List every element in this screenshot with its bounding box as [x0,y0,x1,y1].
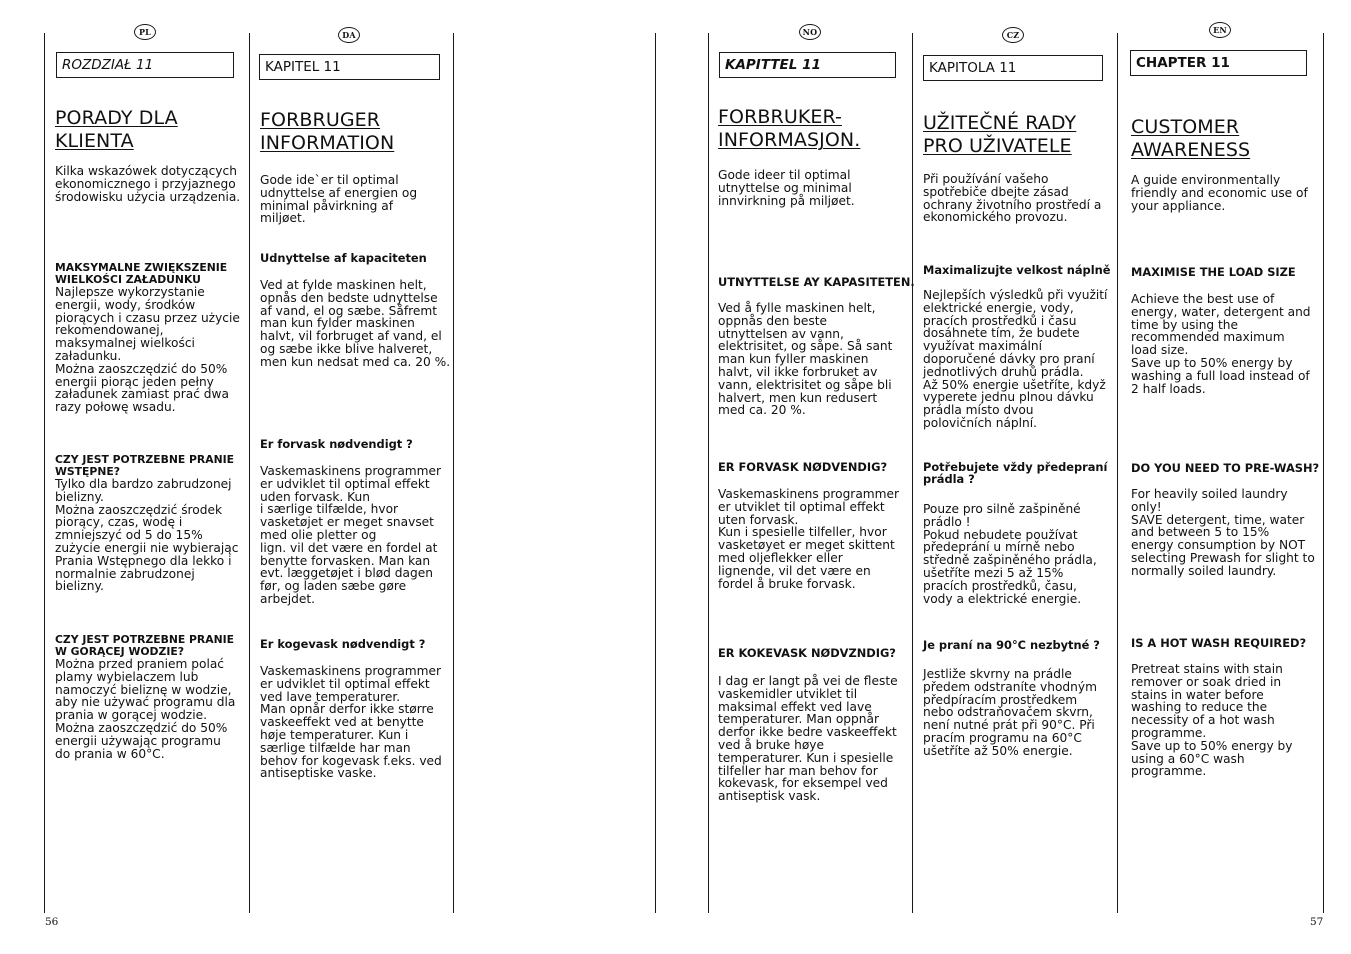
subheading-da-1: Udnyttelse af kapaciteten [260,251,427,265]
body-text-pl-1: Najlepsze wykorzystanie energii, wody, środków piorących i czasu przez użycie rekomendowanej, maksymalnej wielkości załadunku. Można zaoszczędzić do 50% energii piorąc jeden pełny załadunek zamiast prać dwa razy połowę wsadu. [55,285,240,415]
subheading-en-2: DO YOU NEED TO PRE-WASH? [1131,461,1320,475]
intro-text-da: Gode ide`er til optimal udnyttelse af energien og minimal påvirkning af miljøet. [260,173,418,226]
body-text-en-3: Pretreat stains with stain remover or soak dried in stains in water before washing to reduce the necessity of a hot wash programme. Save up to 50% energy by using a 60°C wash programme. [1131,662,1293,779]
body-text-cz-1: Nejlepších výsledků při využití elektrické energie, vody, pracích prostředků i času dosáhnete tím, že budete využívat maximální doporučené dávky pro praní jednotlivých druhů prádla. Až 50% energie ušetříte, když vyperete jednu plnou dávku prádla místo dvou polovičních náplní. [923,288,1108,430]
subheading-cz-1: Maximalizujte velkost náplně [923,263,1111,277]
chapter-label-no: KAPITTEL 11 [719,52,896,78]
section-title-pl: PORADY DLA KLIENTA [55,107,178,152]
intro-text-en: A guide environmentally friendly and economic use of your appliance. [1131,173,1308,213]
column-rule-3 [453,33,454,913]
body-text-pl-3: Można przed praniem polać plamy wybielaczem lub namoczyć bieliznę w wodzie, aby nie używać programu dla prania w gorącej wodzie. Można zaoszczędzić do 50% energii używając programu do prania w 60°C. [55,657,236,761]
intro-text-cz: Při používání vašeho spotřebiče dbejte zásad ochrany životního prostředí a ekonomického provozu. [923,172,1102,225]
chapter-label-pl: ROZDZIAŁ 11 [56,52,234,78]
chapter-label-cz: KAPITOLA 11 [923,55,1103,81]
section-title-da: FORBRUGER INFORMATION [260,109,395,154]
body-text-en-2: For heavily soiled laundry only! SAVE detergent, time, water and between 5 to 15% energy consumption by NOT selecting Prewash for slight to normally soiled laundry. [1131,487,1315,578]
column-rule-8 [1323,33,1324,913]
language-badge-da: DA [338,27,360,43]
subheading-pl-3: CZY JEST POTRZEBNE PRANIE W GORĄCEJ WODZIE? [55,633,235,658]
body-text-da-3: Vaskemaskinens programmer er udviklet til optimal effekt ved lave temperaturer. Man opnår derfor ikke større vaskeeffekt ved at benytte høje temperaturer. Kun i særlige tilfælde har man behov for kogevask f.eks. ved antiseptiske vaske. [260,664,442,781]
intro-text-no: Gode ideer til optimal utnyttelse og minimal innvirkning på miljøet. [718,168,855,208]
language-badge-pl: PL [134,24,156,40]
chapter-label-da: KAPITEL 11 [259,54,440,80]
language-badge-en: EN [1209,22,1231,38]
subheading-no-3: ER KOKEVASK NØDVZNDIG? [718,646,896,660]
body-text-cz-3: Jestliže skvrny na prádle předem odstraníte vhodným předpíracím prostředkem nebo odstraňovačem skvrn, není nutné prát při 90°C. Při pracím programu na 60°C ušetříte až 50% energie. [923,667,1097,758]
body-text-pl-2: Tylko dla bardzo zabrudzonej bielizny. Można zaoszczędzić środek piorący, czas, wodę i zmniejszyć od 5 do 15% zużycie energii nie wybierając Prania Wstępnego dla lekko i normalnie zabrudzonej bielizny. [55,477,239,594]
column-rule-2 [249,33,250,913]
chapter-label-en: CHAPTER 11 [1130,50,1307,76]
subheading-pl-2: CZY JEST POTRZEBNE PRANIE WSTĘPNE? [55,453,235,478]
section-title-en: CUSTOMER AWARENESS [1131,116,1251,161]
page-number-left: 56 [45,916,59,928]
column-rule-1 [44,33,45,913]
intro-text-pl: Kilka wskazówek dotyczących ekonomicznego i przyjaznego środowisku użycia urządzenia. [55,164,241,204]
column-rule-7 [1117,33,1118,913]
subheading-no-2: ER FORVASK NØDVENDIG? [718,460,888,474]
body-text-da-1: Ved at fylde maskinen helt, opnås den bedste udnyttelse af vand, el og sæbe. Såfremt man kun fylder maskinen halvt, vil forbruget af vand, el og sæbe ikke blive halveret, men kun nedsat med ca. 20 %. [260,278,451,369]
body-text-cz-2: Pouze pro silně zašpiněné prádlo ! Pokud nebudete používat předeprání u mírně nebo středně zašpiněného prádla, ušetříte mezi 5 až 15% pracích prostředků, času, vody a elektrické energie. [923,502,1097,606]
subheading-da-2: Er forvask nødvendigt ? [260,437,413,451]
subheading-pl-1: MAKSYMALNE ZWIĘKSZENIE WIELKOŚCI ZAŁADUNKU [55,261,228,286]
subheading-en-3: IS A HOT WASH REQUIRED? [1131,636,1307,650]
subheading-no-1: UTNYTTELSE AY KAPASITETEN. [718,275,915,289]
column-rule-4 [655,33,656,913]
body-text-da-2: Vaskemaskinens programmer er udviklet til optimal effekt uden forvask. Kun i særlige tilfælde, hvor vasketøjet er meget snavset med olie pletter og lign. vil det være en fordel at benytte forvasken. Man kan evt. læggetøjet i blød dagen før, og laden sæbe gøre arbejdet. [260,464,442,606]
page-number-right: 57 [1310,916,1324,928]
section-title-cz: UŽITEČNÉ RADY PRO UŽIVATELE [923,112,1077,157]
body-text-no-1: Ved å fylle maskinen helt, oppnås den beste utnyttelsen av vann, elektrisitet, og såpe. Så sant man kun fyller maskinen halvt, vil ikke forbruket av vann, elektrisitet og såpe bli halvert, men kun redusert med ca. 20 %. [718,301,893,418]
subheading-da-3: Er kogevask nødvendigt ? [260,637,426,651]
language-badge-no: NO [799,24,821,40]
subheading-cz-3: Je praní na 90°C nezbytné ? [923,638,1100,652]
language-badge-cz: CZ [1002,27,1024,43]
body-text-en-1: Achieve the best use of energy, water, detergent and time by using the recommended maximum load size. Save up to 50% energy by washing a full load instead of 2 half loads. [1131,292,1311,396]
body-text-no-2: Vaskemaskinens programmer er utviklet til optimal effekt uten forvask. Kun i spesielle tilfeller, hvor vasketøyet er meget skittent med oljeflekker eller lignende, vil det være en fordel å bruke forvask. [718,487,900,591]
subheading-cz-2: Potřebujete vždy předepraní prádla ? [923,460,1108,486]
column-rule-5 [708,33,709,913]
subheading-en-1: MAXIMISE THE LOAD SIZE [1131,265,1296,279]
section-title-no: FORBRUKER- INFORMASJON. [718,106,861,151]
column-rule-6 [912,33,913,913]
body-text-no-3: I dag er langt på vei de fleste vaskemidler utviklet til maksimal effekt ved lave temperaturer. Man oppnår derfor ikke bedre vaskeeffekt ved å bruke høye temperaturer. Kun i spesielle tilfeller har man behov for kokevask, for eksempel ved antiseptisk vask. [718,674,898,804]
